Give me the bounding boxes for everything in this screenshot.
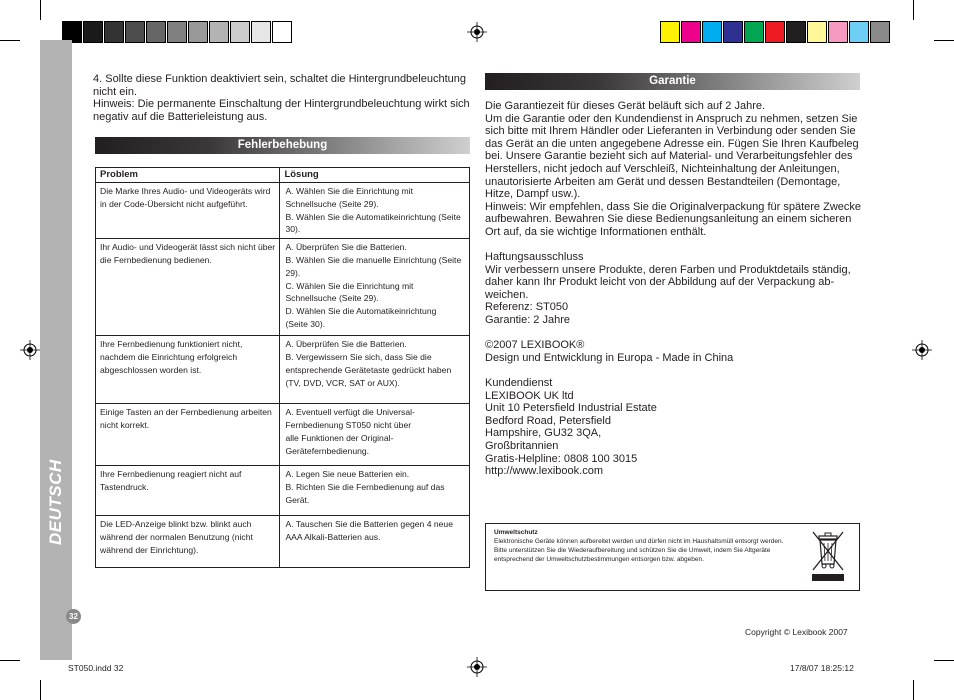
solution-line: Fernbedienung ST050 nicht über [285,419,412,430]
text-line: daher kann Ihr Produkt leicht von der Abbildung auf der Verpackung ab- [485,276,835,289]
color-swatch [167,21,187,43]
solution-cell [280,516,470,568]
text-line: Design und Entwicklung in Europa - Made in China [485,351,734,364]
color-swatch [849,21,869,43]
solution-line: 30). [285,224,301,235]
crop-mark [0,660,20,661]
problem-cell: Einige Tasten an der Fernbedienung arbeiten nicht korrekt. [96,404,280,466]
problem-cell: Die Marke Ihres Audio- und Videogeräts wird in der Code-Übersicht nicht aufgeführt. [96,183,280,239]
registration-mark-icon [912,340,932,360]
intro-text [93,73,473,123]
crop-mark [40,0,41,20]
solution-line: B. Wählen Sie die Automatikeinrichtung (Seite [285,211,461,222]
color-swatch [807,21,827,43]
text-line: Garantie: 2 Jahre [485,313,570,326]
table-header-row [96,168,470,183]
text-line: Haftungsausschluss [485,251,584,263]
table-row [96,336,470,404]
column-header-problem: Problem [96,168,280,183]
column-header-solution: Lösung [280,168,470,183]
solution-cell [280,466,470,516]
solution-line: A. Überprüfen Sie die Batterien. [285,242,407,253]
color-swatch [209,21,229,43]
environment-notice-text: Elektronische Geräte können aufbereitet werden und dürfen nicht im Haushaltsmüll entsorgt werden. Bitte unterstützen Sie die Wiederaufbereitung und schützen Sie die Umwelt, indem Sie Altgeräte entsprechend der Umweltschutzbestimmungen entsorgen bzw. abgeben. [494,538,784,563]
solution-line: B. Richten Sie die Fernbedienung auf das [285,481,445,492]
color-swatch [870,21,890,43]
section-title-warranty: Garantie [485,73,860,90]
environment-notice-title: Umweltschutz [494,529,538,536]
table-row [96,404,470,466]
solution-line: Schnellsuche (Seite 29). [285,198,379,209]
solution-cell [280,183,470,239]
copyright-footer: Copyright © Lexibook 2007 [745,627,848,637]
table-row [96,183,470,239]
solution-line: Gerät. [285,494,310,505]
text-line: Um die Garantie oder den Kundendienst in Anspruch zu nehmen, setzen Sie [485,112,858,125]
section-title-troubleshooting: Fehlerbehebung [95,137,470,154]
text-line: Referenz: ST050 [485,301,569,314]
problem-cell: Die LED-Anzeige blinkt bzw. blinkt auch während der normalen Benutzung (nicht während der Einrichtung). [96,516,280,568]
text-line: nicht ein. [93,85,138,98]
text-line: Kundendienst [485,377,553,389]
solution-line: B. Wählen Sie die manuelle Einrichtung (Seite [285,254,462,265]
weee-crossed-bin-icon [808,530,848,584]
text-line: aufbewahren. Bewahren Sie diese Bedienungsanleitung an einem sicheren [485,213,852,226]
color-swatch [765,21,785,43]
text-line: Hampshire, GU32 3QA, [485,427,602,440]
solution-line: B. Vergewissern Sie sich, dass Sie die [285,351,432,362]
text-line: Großbritannien [485,439,559,452]
solution-line: A. Wählen Sie die Einrichtung mit [285,186,413,196]
solution-line: AAA Alkali-Batterien aus. [285,531,381,542]
color-swatch [828,21,848,43]
language-sidebar [40,40,72,660]
text-line: Hitze, Dampf usw.). [485,188,581,201]
color-swatch [681,21,701,43]
solution-line: Gerätefernbedienung. [285,445,370,456]
crop-mark [934,660,954,661]
warranty-text [485,100,865,239]
color-swatch [744,21,764,43]
crop-mark [913,0,914,20]
text-line: Die Garantiezeit für dieses Gerät beläuft sich auf 2 Jahre. [485,100,766,112]
page-number: 32 [66,609,81,624]
registration-mark-icon [20,340,40,360]
crop-mark [934,40,954,41]
file-slug: ST050.indd 32 [68,663,124,673]
color-swatch [125,21,145,43]
color-swatch [83,21,103,43]
text-line: das Gerät an die unten angegebene Adresse ein. Fügen Sie Ihren Kaufbeleg [485,137,859,150]
solution-line: alle Funktionen der Original- [285,432,394,443]
solution-line: 29). [285,267,301,278]
solution-line: C. Wählen Sie die Einrichtung mit [285,280,414,291]
solution-line: D. Wählen Sie die Automatikeinrichtung [285,306,437,317]
color-swatch [146,21,166,43]
solution-line: A. Tauschen Sie die Batterien gegen 4 neue [285,519,453,530]
table-row [96,466,470,516]
solution-line: (Seite 30). [285,318,326,329]
solution-cell [280,404,470,466]
color-swatch [251,21,271,43]
environment-notice-box [485,523,860,591]
text-line: Ort auf, da sie wichtige Informationen enthält. [485,225,707,238]
date-slug: 17/8/07 18:25:12 [790,663,854,673]
troubleshooting-table [95,167,470,568]
text-line: Unit 10 Petersfield Industrial Estate [485,402,657,415]
solution-line: A. Eventuell verfügt die Universal- [285,407,415,418]
text-line: Herstellers, nicht jedoch auf Verschleiß, Nichteinhaltung der Anleitungen, [485,162,840,175]
solution-line: A. Legen Sie neue Batterien ein. [285,469,410,480]
crop-mark [913,680,914,700]
copyright-text [485,339,865,364]
text-line: weichen. [485,288,529,301]
text-line: LEXIBOOK UK ltd [485,389,574,402]
color-swatch [272,21,292,43]
registration-mark-icon [467,22,487,42]
text-line: Wir verbessern unsere Produkte, deren Farben und Produktdetails ständig, [485,263,851,276]
solution-line: entsprechende Gerätetaste gedrückt haben [285,364,452,375]
text-line: Gratis-Helpline: 0808 100 3015 [485,452,638,465]
problem-cell: Ihre Fernbedienung reagiert nicht auf Tastendruck. [96,466,280,516]
problem-cell: Ihr Audio- und Videogerät lässt sich nicht über die Fernbedienung bedienen. [96,239,280,336]
color-swatch [702,21,722,43]
text-line: sich bitte mit Ihrem Händler oder Lieferanten in Verbindung oder senden Sie [485,125,856,138]
customer-service-address [485,377,865,478]
solution-line: Schnellsuche (Seite 29). [285,293,379,304]
liability-text [485,251,865,327]
text-line: 4. Sollte diese Funktion deaktiviert sein, schaltet die Hintergrundbeleuchtung [93,73,467,85]
registration-mark-icon [467,657,487,677]
table-row [96,239,470,336]
solution-line: A. Überprüfen Sie die Batterien. [285,339,407,350]
text-line: negativ auf die Batterieleistung aus. [93,110,268,123]
crop-mark [40,680,41,700]
text-line: Hinweis: Die permanente Einschaltung der Hintergrundbeleuchtung wirkt sich [93,98,470,111]
table-row [96,516,470,568]
crop-mark [0,40,20,41]
color-swatch [230,21,250,43]
color-swatch [104,21,124,43]
color-swatch [660,21,680,43]
color-swatch [188,21,208,43]
solution-cell [280,239,470,336]
text-line: Bedford Road, Petersfield [485,414,611,427]
color-swatch [786,21,806,43]
text-line: unautorisierte Arbeiten am Gerät und dessen Bestandteilen (Demontage, [485,175,841,188]
text-line: Hinweis: Wir empfehlen, dass Sie die Originalverpackung für spätere Zwecke [485,200,861,213]
text-line: ©2007 LEXIBOOK® [485,339,585,351]
website-link[interactable]: http://www.lexibook.com [485,465,603,478]
language-label: DEUTSCH [46,459,65,545]
text-line: bei. Unsere Garantie bezieht sich auf Material- und Verarbeitungsfehler des [485,150,853,163]
solution-cell [280,336,470,404]
problem-cell: Ihre Fernbedienung funktioniert nicht, nachdem die Einrichtung erfolgreich abgeschlossen worden ist. [96,336,280,404]
color-swatch [723,21,743,43]
solution-line: (TV, DVD, VCR, SAT or AUX). [285,377,400,388]
